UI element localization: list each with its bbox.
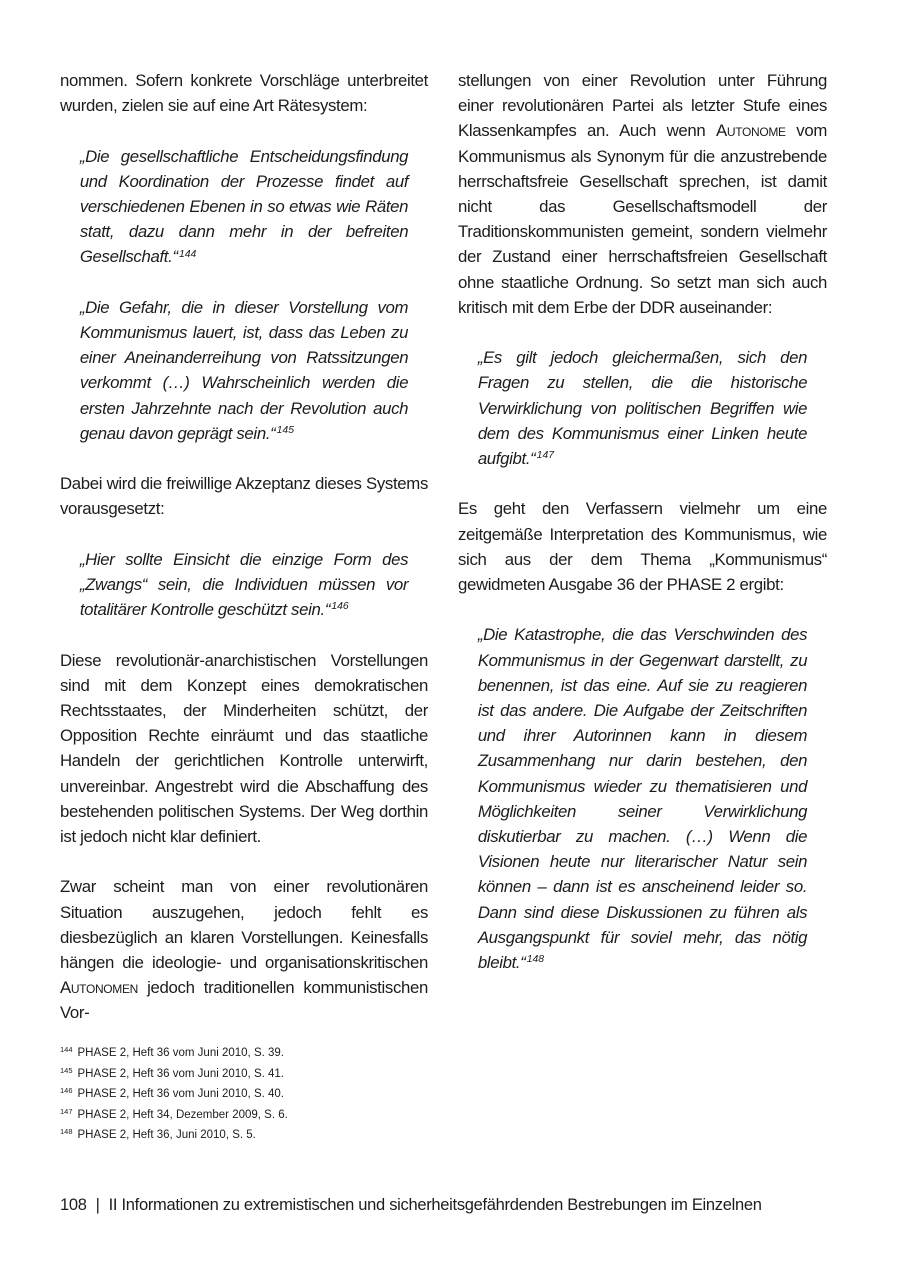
footnote (60, 1064, 580, 1085)
footnote-text: PHASE 2, Heft 36 vom Juni 2010, S. 41. (77, 1067, 284, 1080)
footnote (60, 1043, 580, 1064)
small-caps-term: Autonome (716, 121, 786, 141)
right-text-column (458, 68, 827, 975)
footnote-reference: 145 (276, 425, 295, 437)
footnote (60, 1125, 580, 1146)
quote-text: „Hier sollte Einsicht die einzige Form des „Zwangs“ sein, die Individuen müssen vor totalitärer Kontrolle geschützt sein.“ (79, 549, 409, 620)
body-paragraph (458, 68, 827, 320)
footnote-number: 146 (60, 1086, 73, 1095)
block-quote (80, 295, 408, 446)
small-caps-term: Autonomen (60, 978, 138, 998)
footnote-text: PHASE 2, Heft 36 vom Juni 2010, S. 40. (77, 1088, 284, 1100)
body-paragraph: Dabei wird die freiwillige Akzeptanz dieses Systems vorausgesetzt: (60, 474, 428, 519)
footnote-number: 145 (60, 1065, 73, 1075)
block-quote (478, 345, 807, 471)
paragraph-text: Zwar scheint man von einer revolutionären Situation auszugehen, jedoch fehlt es diesbezüglich an klaren Vorstellungen. Keinesfalls hängen die ideologie- und organisationskritischen (60, 877, 428, 973)
quote-text: „Die gesellschaftliche Entscheidungsfindung und Koordination der Prozesse findet auf verschiedenen Ebenen in so etwas wie Räten statt, dazu dann mehr in der befreiten Gesellschaft.“ (79, 146, 409, 267)
page-number: 108 (60, 1196, 87, 1214)
footnote-reference: 144 (178, 248, 197, 260)
footnote-number: 147 (60, 1106, 73, 1116)
body-paragraph: nommen. Sofern konkrete Vorschläge unterbreitet wurden, zielen sie auf eine Art Rätesystem: (60, 71, 428, 116)
quote-text: „Es gilt jedoch gleichermaßen, sich den Fragen zu stellen, die die historische Verwirklichung von politischen Begriffen wie dem des Kommunismus einer Linken heute aufgibt.“ (477, 348, 808, 469)
left-text-column (60, 68, 428, 1026)
footnote-number: 144 (60, 1045, 73, 1054)
footnote-text: PHASE 2, Heft 36 vom Juni 2010, S. 39. (77, 1047, 284, 1059)
footnote-reference: 148 (526, 954, 545, 966)
body-paragraph: Diese revolutionär-anarchistischen Vorstellungen sind mit dem Konzept eines demokratischen Rechtsstaates, der Minderheiten schützt, der Opposition Rechte einräumt und das staatliche Handeln der gerichtlichen Kontrolle unterwirft, unvereinbar. Angestrebt wird die Abschaffung des bestehenden politischen Systems. Der Weg dorthin ist jedoch nicht klar definiert. (60, 650, 428, 847)
footnote (60, 1105, 580, 1126)
footnote-text: PHASE 2, Heft 34, Dezember 2009, S. 6. (77, 1108, 288, 1121)
quote-text: „Die Gefahr, die in dieser Vorstellung vom Kommunismus lauert, ist, dass das Leben zu einer Aneinanderreihung von Ratssitzungen verkommt (…) Wahrscheinlich werden die ersten Jahrzehnte nach der Revolution auch genau davon geprägt sein.“ (79, 297, 409, 443)
paragraph-text: vom Kommunismus als Synonym für die anzustrebende herrschaftsfreie Gesellschaft sprechen, ist damit nicht das Gesellschaftsmodell der Traditionskommunisten gemeint, sondern vielmehr der Zustand einer herrschaftsfreien Gesellschaft ohne staatliche Ordnung. So setzt man sich auch kritisch mit dem Erbe der DDR auseinander: (458, 121, 827, 317)
footnote-reference: 147 (536, 450, 555, 462)
footer-separator: | (95, 1196, 100, 1214)
footnote-reference: 146 (331, 601, 349, 613)
block-quote (80, 547, 408, 623)
footnotes (60, 1043, 580, 1146)
body-paragraph (60, 874, 428, 1025)
page-footer (60, 1195, 762, 1215)
paragraph-text: stellungen von einer Revolution unter Führung einer revolutionären Partei als letzter Stufe eines Klassenkampfes an. Auch wenn (458, 71, 827, 141)
body-paragraph: Es geht den Verfassern vielmehr um eine zeitgemäße Interpretation des Kommunismus, wie sich aus der dem Thema „Kommunismus“ gewidmeten Ausgabe 36 der PHASE 2 ergibt: (458, 499, 827, 595)
quote-text: „Die Katastrophe, die das Verschwinden des Kommunismus in der Gegenwart darstellt, zu benennen, ist das eine. Auf sie zu reagieren ist das andere. Die Aufgabe der Zeitschriften und ihrer Autorinnen kann in diesem Zusammenhang nur darin bestehen, den Kommunismus wieder zu thematisieren und Möglichkeiten seiner Verwirklichung diskutierbar zu machen. (…) Wenn die Visionen heute nur literarischer Natur sein können – dann ist es anscheinend leider so. Dann sind diese Diskussionen zu führen als Ausgangspunkt für soviel mehr, das nötig bleibt.“ (477, 625, 808, 973)
footnote (60, 1084, 580, 1105)
paragraph-text: jedoch traditionellen kommunistischen Vor- (60, 978, 428, 1023)
section-title: II Informationen zu extremistischen und sicherheitsgefährdenden Bestrebungen im Einzelnen (108, 1196, 762, 1214)
block-quote (478, 622, 807, 975)
block-quote (80, 144, 408, 270)
footnote-number: 148 (60, 1127, 73, 1136)
footnote-text: PHASE 2, Heft 36, Juni 2010, S. 5. (77, 1129, 256, 1141)
